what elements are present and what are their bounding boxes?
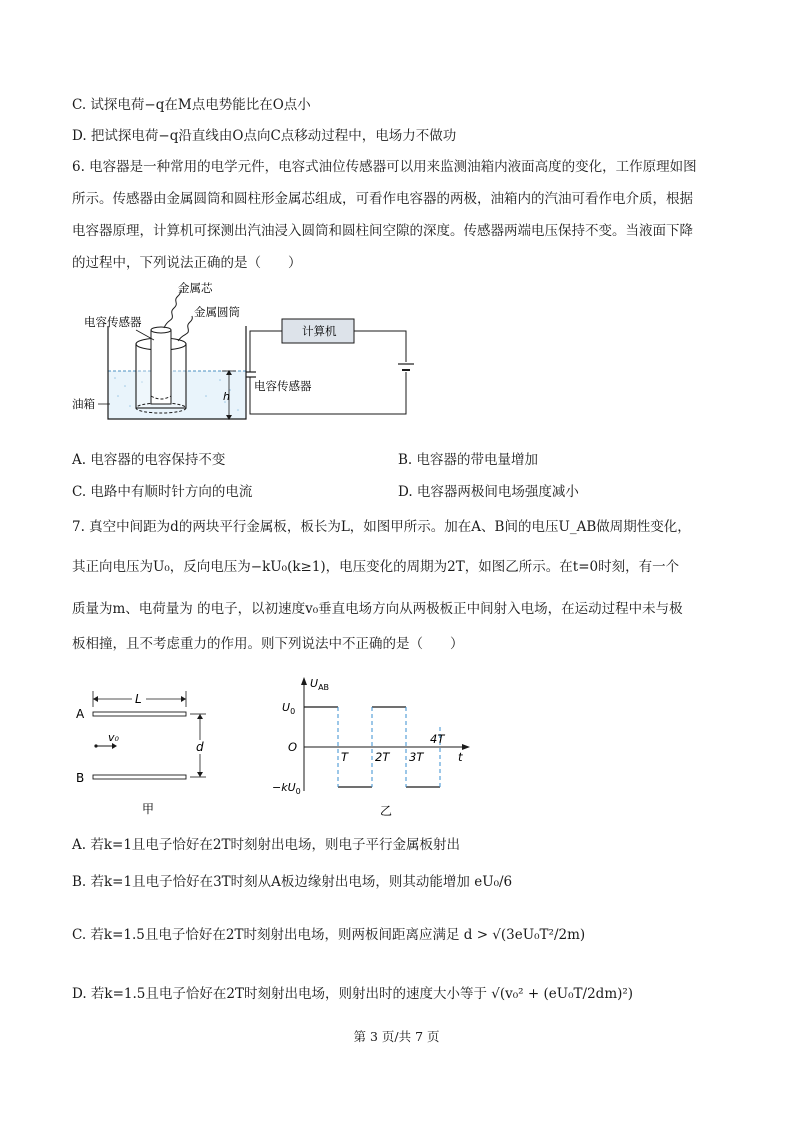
label-computer: 计算机: [302, 324, 337, 338]
label-plate-b: B: [76, 771, 85, 785]
q7-stem-line-3: 质量为m、电荷量为 的电子，以初速度v₀垂直电场方向从两极板正中间射入电场，在运动过程中未与极: [72, 601, 683, 617]
plate-a: [93, 712, 186, 716]
tick-4T: 4T: [430, 732, 445, 746]
metal-core: [151, 330, 171, 404]
tick-2T: 2T: [375, 750, 390, 764]
label-h: h: [223, 390, 230, 403]
q7-stem-line-1: 7. 真空中间距为d的两块平行金属板，板长为L，如图甲所示。加在A、B间的电压U_AB做周期性变化，: [72, 519, 691, 535]
label-metal-cylinder: 金属圆筒: [194, 305, 240, 319]
q5-option-c: C. 试探电荷−q在M点电势能比在O点小: [72, 97, 311, 113]
label-d: d: [196, 740, 204, 754]
label-neg-ku0: $-kU_0$: [272, 781, 301, 796]
q6-stem-line-4: 的过程中，下列说法正确的是（ ）: [72, 255, 302, 271]
tick-T: T: [341, 750, 349, 764]
label-metal-core: 金属芯: [178, 281, 213, 295]
q6-stem-line-3: 电容器原理，计算机可探测出汽油浸入圆筒和圆柱间空隙的深度。传感器两端电压保持不变。当液面下降: [72, 223, 693, 239]
q6-option-c: C. 电路中有顺时针方向的电流: [72, 484, 253, 500]
q5-option-d: D. 把试探电荷−q沿直线由O点向C点移动过程中，电场力不做功: [72, 128, 457, 144]
q6-option-d: D. 电容器两极间电场强度减小: [398, 484, 579, 500]
q6-option-a: A. 电容器的电容保持不变: [72, 452, 226, 468]
label-u0: $U_0$: [282, 701, 296, 716]
q7-stem-line-2: 其正向电压为U₀，反向电压为−kU₀(k≥1)，电压变化的周期为2T，如图乙所示。在t=0时刻，有一个: [72, 559, 680, 575]
label-t-axis: t: [458, 750, 463, 764]
q7-figure-plates: [70, 685, 230, 820]
q6-stem-line-2: 所示。传感器由金属圆筒和圆柱形金属芯组成，可看作电容器的两极，油箱内的汽油可看作电介质，根据: [72, 191, 693, 207]
q6-option-b: B. 电容器的带电量增加: [398, 452, 539, 468]
label-sensor-circuit: 电容传感器: [254, 379, 312, 393]
q7-option-d: D. 若k=1.5且电子恰好在2T时刻射出电场，则射出时的速度大小等于 √(v₀² + (eU₀T/2dm)²): [72, 986, 634, 1002]
q6-oil-sensor-figure: [70, 278, 430, 428]
label-plate-a: A: [76, 707, 85, 721]
label-L: L: [135, 692, 142, 706]
q7-option-a: A. 若k=1且电子恰好在2T时刻射出电场，则电子平行金属板射出: [72, 837, 461, 853]
q7-stem-line-4: 板相撞，且不考虑重力的作用。则下列说法中不正确的是（ ）: [72, 636, 464, 652]
plate-b: [93, 775, 186, 779]
tick-3T: 3T: [409, 750, 424, 764]
q7-figure-voltage: [272, 665, 482, 825]
label-uab: $U_{AB}$: [310, 677, 330, 692]
label-origin: O: [288, 740, 298, 754]
q6-stem-line-1: 6. 电容器是一种常用的电学元件，电容式油位传感器可以用来监测油箱内液面高度的变化，工作原理如图: [72, 159, 697, 175]
q7-option-b: B. 若k=1且电子恰好在3T时刻从A板边缘射出电场，则其动能增加 eU₀/6: [72, 874, 513, 890]
label-tank: 油箱: [72, 397, 95, 411]
label-v0: v₀: [108, 731, 119, 744]
caption-yi: 乙: [380, 804, 393, 818]
page-footer: 第 3 页/共 7 页: [353, 1029, 440, 1044]
q7-option-c: C. 若k=1.5且电子恰好在2T时刻射出电场，则两板间距离应满足 d > √(3eU₀T²/2m): [72, 927, 586, 943]
caption-jia: 甲: [142, 802, 155, 816]
label-sensor: 电容传感器: [84, 315, 142, 329]
